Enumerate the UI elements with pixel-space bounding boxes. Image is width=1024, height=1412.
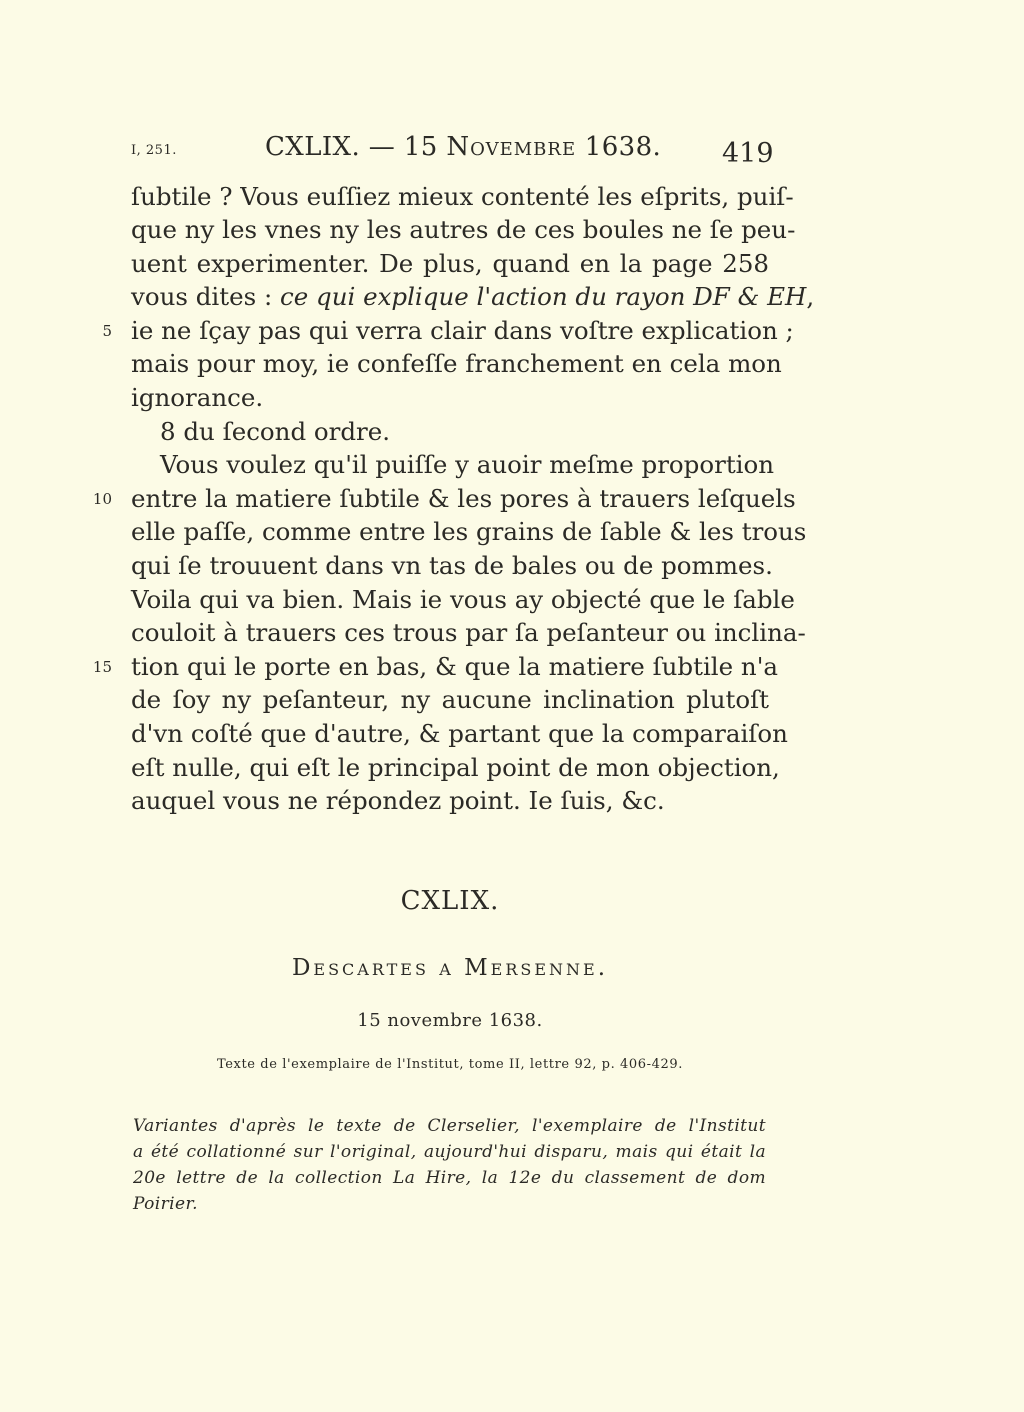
running-title <box>265 132 661 162</box>
running-title-year: 1638. <box>576 132 662 162</box>
text-line: mais pour moy, ie confeſſe franchement en cela mon <box>131 349 782 378</box>
text-line: Voila qui va bien. Mais ie vous ay objecté que le ſable <box>131 585 795 614</box>
line-number: 10 <box>92 490 112 508</box>
text-line-italic: ce qui explique l'action du rayon DF & EH <box>280 282 807 311</box>
text-line: qui ſe trouuent dans vn tas de bales ou de pommes. <box>131 551 773 580</box>
variants-line: Poirier. <box>133 1194 198 1214</box>
text-line: que ny les vnes ny les autres de ces boules ne ſe peu- <box>131 215 796 244</box>
variants-line: Variantes d'après le texte de Clerselier, l'exemplaire de l'Institut <box>133 1116 766 1136</box>
variants-note <box>133 1113 766 1217</box>
text-line: 8 du ſecond ordre. <box>160 417 391 446</box>
text-line: ie ne ſçay pas qui verra clair dans voſtre explication ; <box>131 316 794 345</box>
variants-line: 20e lettre de la collection La Hire, la 12e du classement de dom <box>133 1168 766 1188</box>
variants-line: a été collationné sur l'original, aujourd'hui disparu, mais qui était la <box>133 1142 766 1162</box>
text-line: Vous voulez qu'il puiſſe y auoir meſme proportion <box>160 450 775 479</box>
text-line: elle paſſe, comme entre les grains de ſable & les trous <box>131 517 807 546</box>
text-line <box>131 280 815 314</box>
text-line: tion qui le porte en bas, & que la matiere ſubtile n'a <box>131 652 779 681</box>
text-line: uent experimenter. De plus, quand en la page 258 <box>131 249 769 278</box>
text-line-post: , <box>806 282 815 311</box>
text-line: couloit à trauers ces trous par ſa peſanteur ou inclina- <box>131 618 806 647</box>
text-line: auquel vous ne répondez point. Ie ſuis, &c. <box>131 786 665 815</box>
letter-title: Descartes a Mersenne. <box>291 955 609 981</box>
text-line: ignorance. <box>131 383 264 412</box>
running-title-month: Novembre <box>446 132 577 162</box>
letter-number: CXLIX. <box>400 886 500 916</box>
text-line: d'vn coſté que d'autre, & partant que la comparaiſon <box>131 719 788 748</box>
margin-reference: I, 251. <box>131 143 177 158</box>
text-line: de ſoy ny peſanteur, ny aucune inclination plutoſt <box>131 685 769 714</box>
text-line: ſubtile ? Vous euſſiez mieux contenté les eſprits, puiſ- <box>131 182 794 211</box>
letter-date: 15 novembre 1638. <box>357 1010 543 1031</box>
line-number: 15 <box>92 658 112 676</box>
text-line: entre la matiere ſubtile & les pores à trauers leſquels <box>131 484 796 513</box>
line-number: 5 <box>102 322 112 340</box>
letter-source-note: Texte de l'exemplaire de l'Institut, tome II, lettre 92, p. 406-429. <box>216 1057 684 1072</box>
text-line: eſt nulle, qui eſt le principal point de mon objection, <box>131 753 780 782</box>
text-line-pre: vous dites : <box>131 282 280 311</box>
running-title-prefix: CXLIX. — 15 <box>265 132 447 162</box>
page-number: 419 <box>722 138 774 169</box>
